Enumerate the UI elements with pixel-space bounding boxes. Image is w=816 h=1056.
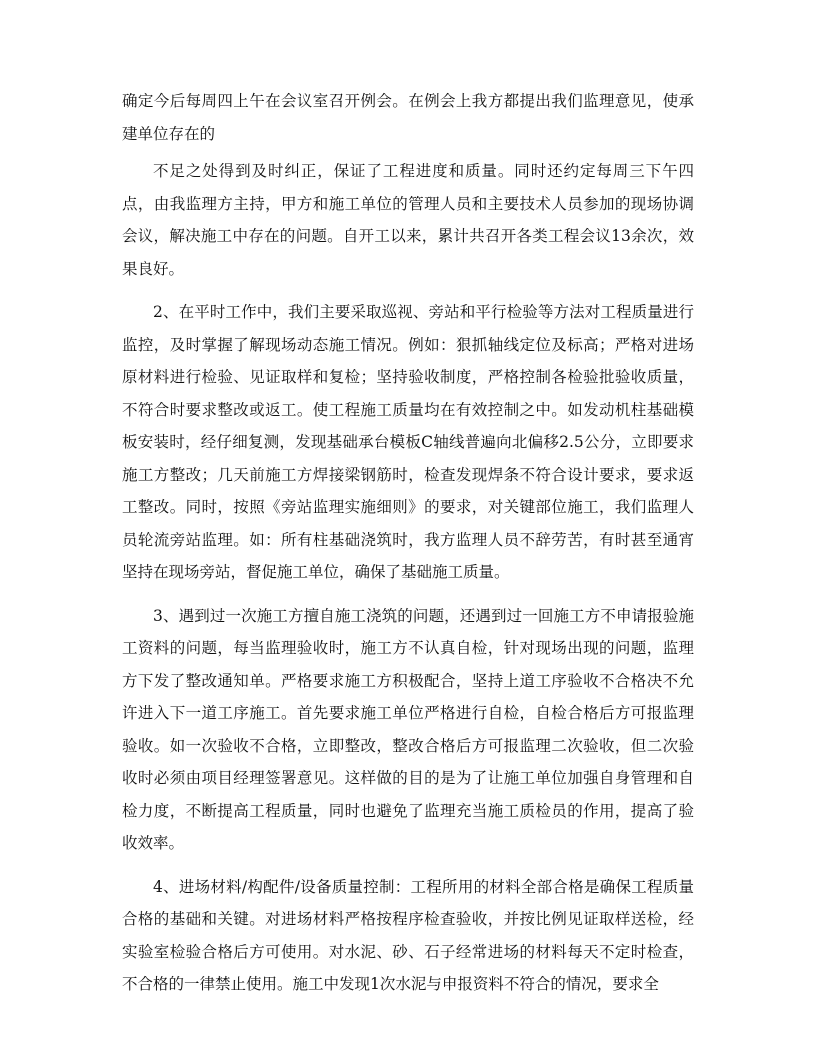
paragraph-quality-monitoring: 2、在平时工作中，我们主要采取巡视、旁站和平行检验等方法对工程质量进行监控，及时掌握了解现场动态施工情况。例如：狠抓轴线定位及标高；严格对进场原材料进行检验、见证取样和复检；坚持验收制度，严格控制各检验批验收质量，不符合时要求整改或返工。使工程施工质量均在有效控制之中。如发动机柱基础模板安装时，经仔细复测，发现基础承台模板C轴线普遍向北偏移2.5公分，立即要求施工方整改；几天前施工方焊接梁钢筋时，检查发现焊条不符合设计要求，要求返工整改。同时，按照《旁站监理实施细则》的要求，对关键部位施工，我们监理人员轮流旁站监理。如：所有柱基础浇筑时，我方监理人员不辞劳苦，有时甚至通宵坚持在现场旁站，督促施工单位，确保了基础施工质量。 [122, 303, 694, 581]
document-body [122, 85, 694, 1012]
paragraph-coordination-meetings: 不足之处得到及时纠正，保证了工程进度和质量。同时还约定每周三下午四点，由我监理方主持，甲方和施工单位的管理人员和主要技术人员参加的现场协调会议，解决施工中存在的问题。自开工以来，累计共召开各类工程会议13余次，效果良好。 [122, 162, 694, 278]
paragraph-meeting-schedule: 确定今后每周四上午在会议室召开例会。在例会上我方都提出我们监理意见，使承建单位存在的 [122, 92, 694, 143]
paragraph-material-control: 4、进场材料/构配件/设备质量控制：工程所用的材料全部合格是确保工程质量合格的基础和关键。对进场材料严格按程序检查验收，并按比例见证取样送检，经实验室检验合格后方可使用。对水泥、砂、石子经常进场的材料每天不定时检查，不合格的一律禁止使用。施工中发现1次水泥与申报资料不符合的情况，要求全 [122, 877, 694, 993]
paragraph-inspection-procedure: 3、遇到过一次施工方擅自施工浇筑的问题，还遇到过一回施工方不申请报验施工资料的问题，每当监理验收时，施工方不认真自检，针对现场出现的问题，监理方下发了整改通知单。严格要求施工方积极配合，坚持上道工序验收不合格决不允许进入下一道工序施工。首先要求施工单位严格进行自检，自检合格后方可报监理验收。如一次验收不合格，立即整改，整改合格后方可报监理二次验收，但二次验收时必须由项目经理签署意见。这样做的目的是为了让施工单位加强自身管理和自检力度，不断提高工程质量，同时也避免了监理充当施工质检员的作用，提高了验收效率。 [122, 606, 694, 852]
